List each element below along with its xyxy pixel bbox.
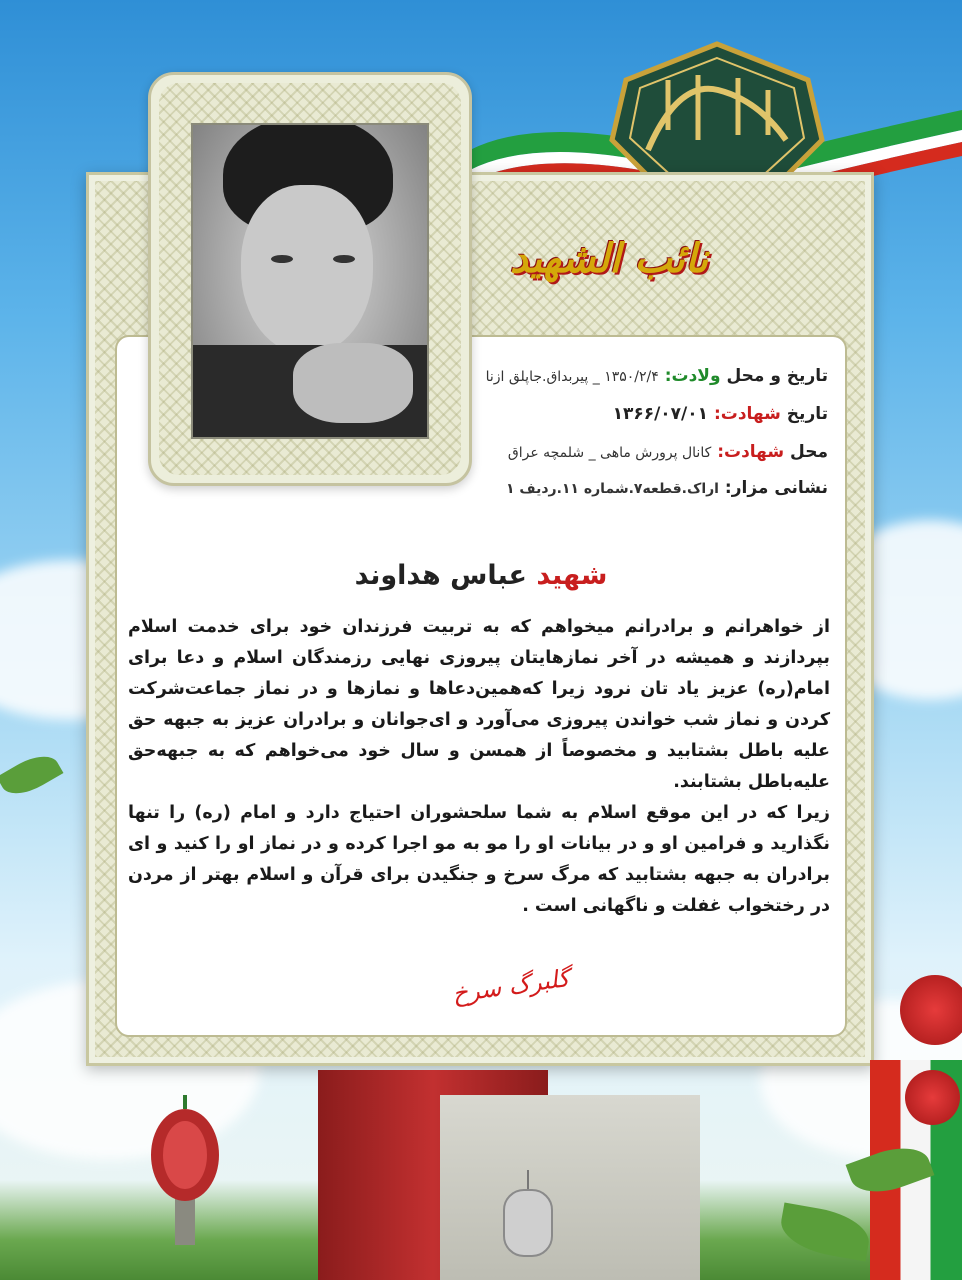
martyr-name-title: شهید عباس هداوند xyxy=(354,560,608,591)
will-paragraph: زیرا که در این موقع اسلام به شما سلحشوران احتیاج دارد و امام (ره) را تنها نگذارید و فرامین او و در بیانات او را مو به مو اجرا کرده و در نماز او را کنید و ای برادران به جبهه بشتابید که مرگ سرخ و جنگیدن برای قرآن و اسلام بهتر از مردن در رختخواب غفلت و ناگهانی است . xyxy=(128,803,830,916)
martyrdom-place-value: کانال پرورش ماهی _ شلمچه عراق xyxy=(507,445,712,461)
monument-icon xyxy=(135,1095,235,1245)
martyrdom-date-value: ۱۳۶۶/۰۷/۰۱ xyxy=(612,404,709,424)
birth-value: ۱۳۵۰/۲/۴ _ پیربداق.جاپلق ازنا xyxy=(485,369,659,385)
martyrdom-place: محل شهادت: کانال پرورش ماهی _ شلمچه عراق xyxy=(507,442,828,462)
portrait-photo xyxy=(191,123,429,439)
birth-info: تاریخ و محل ولادت: ۱۳۵۰/۲/۴ _ پیربداق.جاپلق ازنا xyxy=(485,366,828,386)
martyr-name: عباس هداوند xyxy=(354,560,527,591)
martyrdom-date: تاریخ شهادت: ۱۳۶۶/۰۷/۰۱ xyxy=(612,404,828,424)
grave-address-value: اراک.قطعه۷.شماره ۱۱.ردیف ۱ xyxy=(505,481,719,497)
will-text xyxy=(128,612,830,922)
dogtag-icon xyxy=(498,1170,558,1260)
nayeb-shahid-badge: نائب الشهید xyxy=(510,235,709,282)
red-flower xyxy=(905,1070,960,1125)
red-flower xyxy=(900,975,962,1045)
box-with-dogtag xyxy=(440,1095,700,1280)
grave-address: نشانی مزار: اراک.قطعه۷.شماره ۱۱.ردیف ۱ xyxy=(505,478,828,498)
signature-logo: گلبرگ سرخ xyxy=(450,963,572,1009)
will-paragraph: از خواهرانم و برادرانم میخواهم که به تربیت فرزندان خود برای خدمت اسلام بپردازند و همیشه در آخر نمازهایتان پیروزی نهایی رزمندگان اسلام و دعا برای امام(ره) عزیز یاد تان نرود زیرا که‌همین‌دعاها و نمازها و در نماز جماعت‌شرکت کردن و نماز شب خواندن پیروزی می‌آورد و ای‌جوانان و برادران عزیز به جبهه حق علیه باطل بشتابید و مخصوصاً از همسن و سال خود می‌خواهم که به جبهه‌حق علیه‌باطل بشتابند. xyxy=(128,617,830,792)
portrait-frame xyxy=(148,72,472,486)
